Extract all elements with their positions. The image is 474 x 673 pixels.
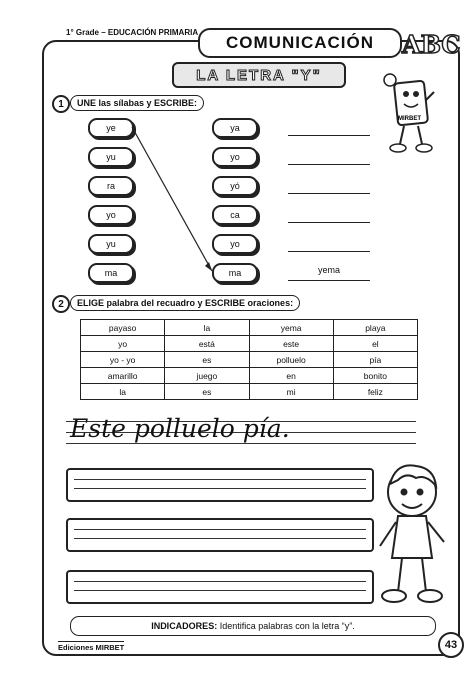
publisher-label: Ediciones MIRBET [58, 643, 125, 652]
subject-title: COMUNICACIÓN [198, 28, 402, 58]
answer-line[interactable] [288, 164, 370, 165]
answer-line[interactable] [288, 222, 370, 223]
table-cell: en [249, 368, 333, 384]
table-row [81, 336, 418, 352]
writing-box[interactable] [66, 518, 374, 552]
right-syllable[interactable]: ya [212, 118, 258, 138]
table-row [81, 320, 418, 336]
lesson-title: LA LETRA "Y" [172, 62, 346, 88]
table-cell: es [165, 352, 249, 368]
table-cell: la [81, 384, 165, 400]
match-line [132, 127, 212, 271]
boy-illustration [376, 458, 450, 608]
left-syllable[interactable]: ye [88, 118, 134, 138]
exercise-2-number: 2 [52, 295, 70, 313]
table-cell: este [249, 336, 333, 352]
table-cell: yo - yo [81, 352, 165, 368]
match-arrowhead [205, 262, 212, 271]
writing-guide-line [74, 590, 366, 591]
answer-line[interactable] [288, 251, 370, 252]
table-row [81, 352, 418, 368]
right-syllable[interactable]: yo [212, 147, 258, 167]
table-cell: mi [249, 384, 333, 400]
table-cell: es [165, 384, 249, 400]
table-cell: el [333, 336, 417, 352]
table-cell: está [165, 336, 249, 352]
indicators-box [70, 616, 436, 636]
mascot-badge: MIRBET [398, 116, 421, 122]
grade-label: 1° Grade – EDUCACIÓN PRIMARIA [66, 28, 199, 37]
writing-guide-line [66, 443, 416, 444]
indicators-label: INDICADORES: [151, 621, 218, 631]
left-syllable[interactable]: yo [88, 205, 134, 225]
right-syllable[interactable]: yó [212, 176, 258, 196]
table-cell: juego [165, 368, 249, 384]
answer-word: yema [317, 265, 340, 275]
writing-guide-line [74, 488, 366, 489]
answer-line[interactable] [288, 135, 370, 136]
table-cell: playa [333, 320, 417, 336]
table-cell: amarillo [81, 368, 165, 384]
example-sentence: Este polluelo pía. [70, 414, 290, 443]
answer-line[interactable] [288, 193, 370, 194]
writing-guide-line [74, 529, 366, 530]
table-cell: polluelo [249, 352, 333, 368]
writing-guide-line [74, 538, 366, 539]
word-table [80, 319, 418, 400]
writing-guide-line [74, 479, 366, 480]
table-cell: yo [81, 336, 165, 352]
answer-line[interactable] [288, 280, 370, 281]
writing-guide-line [74, 581, 366, 582]
writing-box[interactable] [66, 570, 374, 604]
abc-logo: ABC [402, 30, 461, 59]
table-cell: feliz [333, 384, 417, 400]
exercise-1-instruction: UNE las sílabas y ESCRIBE: [70, 95, 204, 111]
table-cell: pía [333, 352, 417, 368]
left-syllable[interactable]: yu [88, 147, 134, 167]
left-syllable[interactable]: yu [88, 234, 134, 254]
table-row [81, 384, 418, 400]
left-syllable[interactable]: ra [88, 176, 134, 196]
right-syllable[interactable]: ma [212, 263, 258, 283]
exercise-2-instruction: ELIGE palabra del recuadro y ESCRIBE oraciones: [70, 295, 300, 311]
table-cell: bonito [333, 368, 417, 384]
table-row [81, 368, 418, 384]
writing-box[interactable] [66, 468, 374, 502]
table-cell: payaso [81, 320, 165, 336]
page-number: 43 [438, 632, 464, 658]
left-syllable[interactable]: ma [88, 263, 134, 283]
table-cell: yema [249, 320, 333, 336]
table-cell: la [165, 320, 249, 336]
indicators-text: Identifica palabras con la letra “y”. [219, 621, 355, 631]
right-syllable[interactable]: ca [212, 205, 258, 225]
right-syllable[interactable]: yo [212, 234, 258, 254]
exercise-1-number: 1 [52, 95, 70, 113]
